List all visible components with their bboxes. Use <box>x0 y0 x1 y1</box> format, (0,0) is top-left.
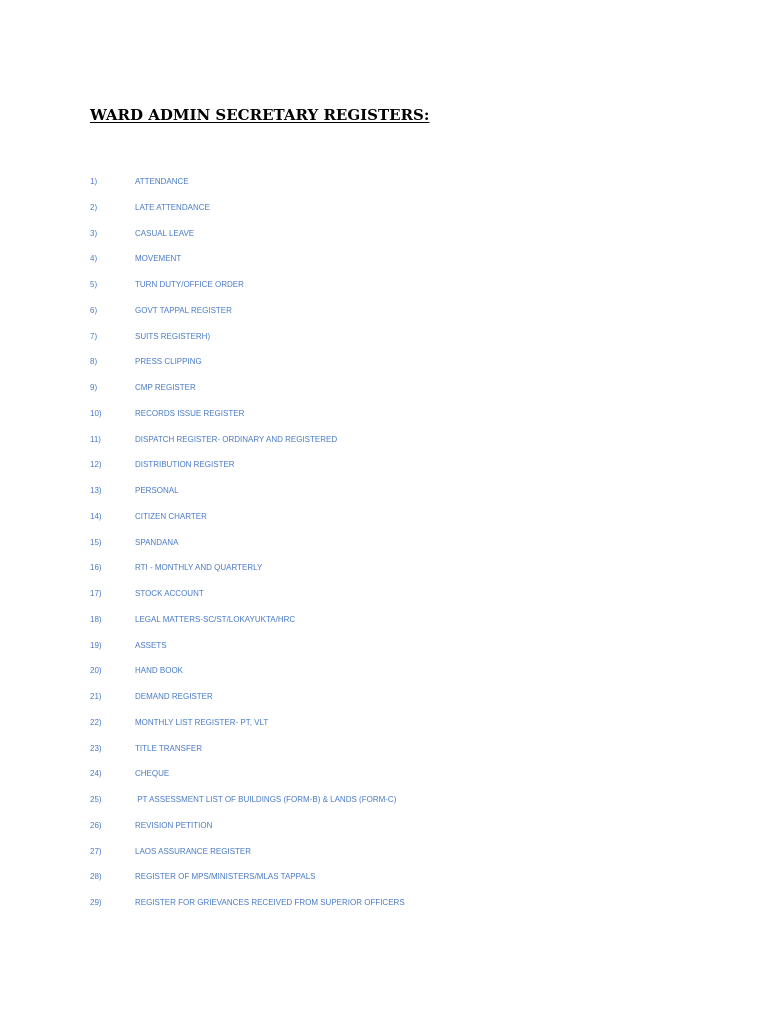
item-number: 19) <box>90 640 102 650</box>
item-label: DEMAND REGISTER <box>135 692 213 701</box>
item-number: 2) <box>90 202 98 212</box>
item-number: 11) <box>90 434 101 444</box>
item-number: 29) <box>90 898 102 907</box>
item-number: 5) <box>90 280 98 289</box>
item-number: 21) <box>90 692 102 701</box>
item-label: RTI - MONTHLY AND QUARTERLY <box>135 563 263 573</box>
item-label: STOCK ACCOUNT <box>135 589 204 598</box>
item-label: CMP REGISTER <box>135 383 196 392</box>
item-label: PRESS CLIPPING <box>135 357 202 367</box>
item-label: REGISTER FOR GRIEVANCES RECEIVED FROM SUPERIOR OFFICERS <box>135 898 405 907</box>
item-label: LAOS ASSURANCE REGISTER <box>135 846 252 856</box>
item-label: TURN DUTY/OFFICE ORDER <box>135 280 244 289</box>
item-label: LATE ATTENDANCE <box>135 202 210 212</box>
item-number: 27) <box>90 846 102 856</box>
page-title: WARD ADMIN SECRETARY REGISTERS: <box>90 106 430 124</box>
item-label: GOVT TAPPAL REGISTER <box>135 305 232 315</box>
item-label: MONTHLY LIST REGISTER- PT, VLT <box>135 717 269 727</box>
item-label: DISTRIBUTION REGISTER <box>135 460 235 470</box>
item-number: 9) <box>90 383 98 392</box>
item-label: RECORDS ISSUE REGISTER <box>135 408 245 418</box>
item-number: 3) <box>90 228 98 238</box>
item-number: 6) <box>90 305 98 315</box>
item-label: PT ASSESSMENT LIST OF BUILDINGS (FORM-B) & LANDS (FORM-C) <box>135 795 397 804</box>
item-number: 26) <box>90 820 102 830</box>
item-number: 18) <box>90 614 102 624</box>
item-number: 20) <box>90 666 102 676</box>
item-number: 22) <box>90 717 102 727</box>
item-number: 24) <box>90 769 102 779</box>
item-label: SUITS REGISTERH) <box>135 331 211 341</box>
item-number: 7) <box>90 331 98 341</box>
item-number: 12) <box>90 460 102 470</box>
item-number: 1) <box>90 177 98 186</box>
item-label: HAND BOOK <box>135 666 184 676</box>
item-number: 13) <box>90 486 102 495</box>
item-number: 16) <box>90 563 102 573</box>
item-number: 14) <box>90 511 102 521</box>
item-label: PERSONAL <box>135 486 179 495</box>
item-label: ASSETS <box>135 640 167 650</box>
item-number: 17) <box>90 589 102 598</box>
item-label: CITIZEN CHARTER <box>135 511 207 521</box>
item-label: ATTENDANCE <box>135 177 189 186</box>
item-label: MOVEMENT <box>135 254 182 264</box>
item-label: CHEQUE <box>135 769 170 779</box>
item-label: REGISTER OF MPS/MINISTERS/MLAS TAPPALS <box>135 872 316 882</box>
item-number: 8) <box>90 357 98 367</box>
item-label: TITLE TRANSFER <box>135 743 202 753</box>
item-number: 15) <box>90 537 102 547</box>
item-number: 28) <box>90 872 102 882</box>
item-number: 23) <box>90 743 102 753</box>
item-label: DISPATCH REGISTER- ORDINARY AND REGISTERED <box>135 434 338 444</box>
item-label: LEGAL MATTERS-SC/ST/LOKAYUKTA/HRC <box>135 614 296 624</box>
item-label: CASUAL LEAVE <box>135 228 195 238</box>
item-label: SPANDANA <box>135 537 179 547</box>
item-number: 25) <box>90 795 102 804</box>
item-number: 10) <box>90 408 102 418</box>
item-number: 4) <box>90 254 98 264</box>
item-label: REVISION PETITION <box>135 820 213 830</box>
